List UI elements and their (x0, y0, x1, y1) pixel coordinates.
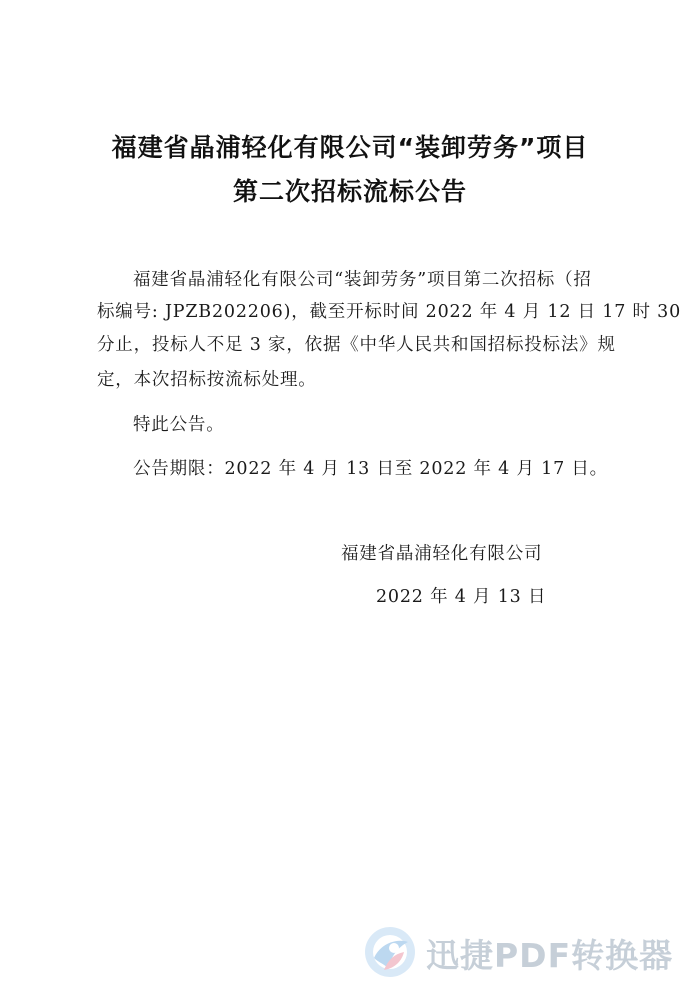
body-paragraph-1-line-3: 分止，投标人不足 3 家，依据《中华人民共和国招标投标法》规 (97, 335, 616, 355)
page-title-line-1: 福建省晶浦轻化有限公司“装卸劳务”项目 (111, 133, 589, 162)
body-paragraph-1-line-2: 标编号: JPZB202206)，截至开标时间 2022 年 4 月 12 日 17 时 30 (97, 302, 682, 322)
body-paragraph-1-line-1: 福建省晶浦轻化有限公司“装卸劳务”项目第二次招标（招 (133, 270, 592, 290)
body-paragraph-2: 特此公告。 (133, 415, 225, 435)
page-title-line-2: 第二次招标流标公告 (232, 177, 467, 206)
signature-date: 2022 年 4 月 13 日 (376, 587, 547, 607)
signature-company: 福建省晶浦轻化有限公司 (341, 544, 543, 564)
body-paragraph-3: 公告期限：2022 年 4 月 13 日至 2022 年 4 月 17 日。 (133, 459, 608, 479)
watermark-text: 迅捷PDF转换器 (426, 936, 674, 975)
xunjie-logo-icon (362, 924, 418, 980)
watermark (362, 924, 692, 980)
body-paragraph-1-line-4: 定，本次招标按流标处理。 (97, 370, 317, 390)
